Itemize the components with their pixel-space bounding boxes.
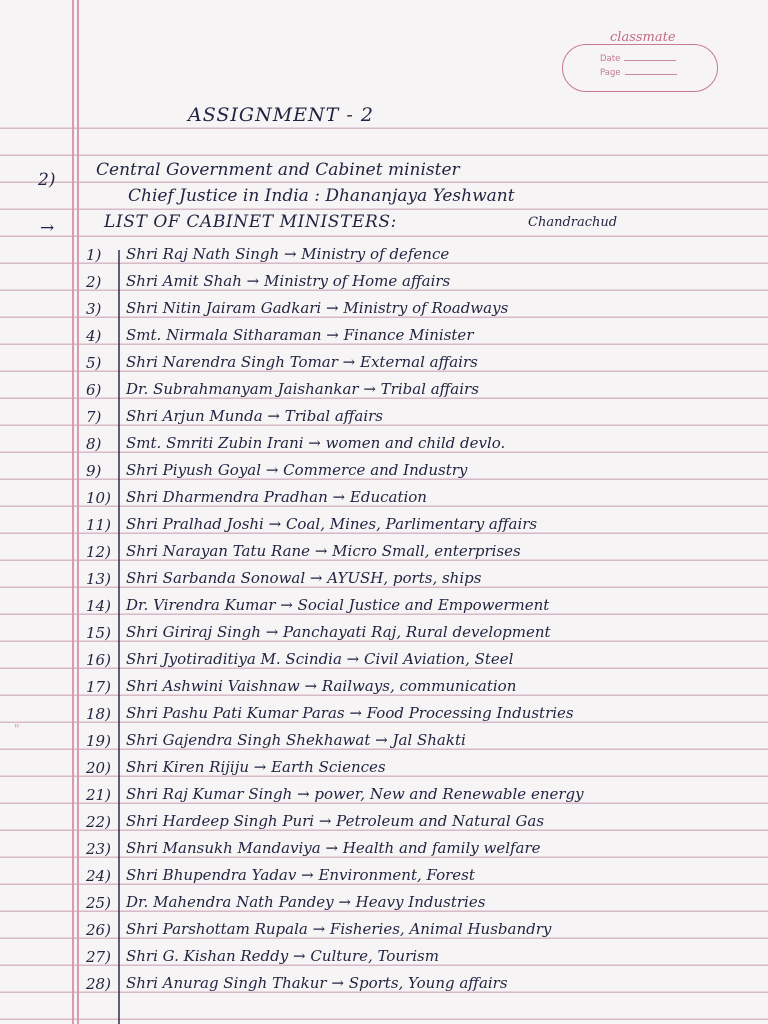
list-item: [0, 566, 768, 593]
brand-name: classmate: [610, 30, 676, 45]
item-number: 26): [86, 921, 111, 939]
item-number: 25): [86, 894, 111, 912]
item-text: Shri Piyush Goyal → Commerce and Industry: [126, 461, 468, 479]
item-number: 2): [86, 273, 102, 291]
item-number: 8): [86, 435, 102, 453]
item-number: 16): [86, 651, 111, 669]
item-text: Shri Narayan Tatu Rane → Micro Small, enterprises: [126, 542, 521, 560]
item-number: 14): [86, 597, 111, 615]
item-number: 12): [86, 543, 111, 561]
list-item: [0, 836, 768, 863]
item-number: 17): [86, 678, 111, 696]
item-text: Shri Giriraj Singh → Panchayati Raj, Rural development: [126, 623, 551, 641]
item-number: 21): [86, 786, 111, 804]
list-item: [0, 674, 768, 701]
margin-mark: ": [14, 722, 20, 736]
item-text: Shri Hardeep Singh Puri → Petroleum and Natural Gas: [126, 812, 545, 830]
list-item: [0, 377, 768, 404]
item-number: 24): [86, 867, 111, 885]
list-item: [0, 404, 768, 431]
item-text: Shri Ashwini Vaishnaw → Railways, communication: [126, 677, 517, 695]
list-item: [0, 944, 768, 971]
item-text: Shri Dharmendra Pradhan → Education: [126, 488, 427, 506]
list-item: [0, 863, 768, 890]
item-text: Dr. Mahendra Nath Pandey → Heavy Industries: [126, 893, 486, 911]
list-item: [0, 809, 768, 836]
item-number: 18): [86, 705, 111, 723]
question-line-1: Central Government and Cabinet minister: [96, 160, 460, 180]
list-item: [0, 917, 768, 944]
item-text: Dr. Virendra Kumar → Social Justice and Empowerment: [126, 596, 550, 614]
page-label: Page: [600, 68, 621, 78]
item-text: Shri Anurag Singh Thakur → Sports, Young affairs: [126, 974, 508, 992]
list-item: [0, 647, 768, 674]
item-number: 3): [86, 300, 102, 318]
date-label: Date: [600, 54, 621, 64]
list-item: [0, 701, 768, 728]
list-item: [0, 485, 768, 512]
item-text: Shri Gajendra Singh Shekhawat → Jal Shakti: [126, 731, 466, 749]
item-text: Shri Mansukh Mandaviya → Health and family welfare: [126, 839, 541, 857]
date-field: [600, 54, 676, 64]
list-item: [0, 296, 768, 323]
list-item: [0, 350, 768, 377]
list-heading: LIST OF CABINET MINISTERS:: [104, 212, 397, 232]
list-item: [0, 323, 768, 350]
list-item: [0, 890, 768, 917]
item-text: Shri Pralhad Joshi → Coal, Mines, Parlimentary affairs: [126, 515, 538, 533]
item-text: Shri Narendra Singh Tomar → External affairs: [126, 353, 478, 371]
item-number: 19): [86, 732, 111, 750]
item-text: Shri Nitin Jairam Gadkari → Ministry of Roadways: [126, 299, 509, 317]
question-line-2-continued: Chandrachud: [528, 215, 618, 230]
list-item: [0, 242, 768, 269]
item-number: 22): [86, 813, 111, 831]
item-text: Shri Amit Shah → Ministry of Home affairs: [126, 272, 451, 290]
question-number: 2): [38, 170, 56, 190]
item-number: 10): [86, 489, 111, 507]
list-item: [0, 755, 768, 782]
item-text: Shri Arjun Munda → Tribal affairs: [126, 407, 384, 425]
item-text: Smt. Nirmala Sitharaman → Finance Minister: [126, 326, 474, 344]
item-number: 4): [86, 327, 102, 345]
assignment-title: ASSIGNMENT - 2: [188, 104, 374, 126]
list-item: [0, 539, 768, 566]
list-item: [0, 620, 768, 647]
list-item: [0, 269, 768, 296]
list-item: [0, 728, 768, 755]
item-number: 5): [86, 354, 102, 372]
item-text: Shri G. Kishan Reddy → Culture, Tourism: [126, 947, 439, 965]
list-item: [0, 458, 768, 485]
arrow-icon: →: [40, 218, 55, 238]
item-number: 9): [86, 462, 102, 480]
item-number: 6): [86, 381, 102, 399]
item-text: Smt. Smriti Zubin Irani → women and child devlo.: [126, 434, 506, 452]
item-number: 11): [86, 516, 111, 534]
list-item: [0, 512, 768, 539]
item-number: 1): [86, 246, 102, 264]
item-text: Dr. Subrahmanyam Jaishankar → Tribal affairs: [126, 380, 479, 398]
item-text: Shri Parshottam Rupala → Fisheries, Animal Husbandry: [126, 920, 552, 938]
item-number: 7): [86, 408, 102, 426]
item-number: 13): [86, 570, 111, 588]
item-number: 27): [86, 948, 111, 966]
item-text: Shri Bhupendra Yadav → Environment, Forest: [126, 866, 475, 884]
item-text: Shri Jyotiraditiya M. Scindia → Civil Aviation, Steel: [126, 650, 514, 668]
item-text: Shri Kiren Rijiju → Earth Sciences: [126, 758, 386, 776]
item-text: Shri Raj Nath Singh → Ministry of defence: [126, 245, 450, 263]
item-number: 20): [86, 759, 111, 777]
classmate-logo: [562, 30, 718, 94]
question-line-2: Chief Justice in India : Dhananjaya Yeshwant: [128, 186, 515, 206]
item-number: 28): [86, 975, 111, 993]
item-text: Shri Sarbanda Sonowal → AYUSH, ports, ships: [126, 569, 482, 587]
list-item: [0, 971, 768, 998]
item-text: Shri Raj Kumar Singh → power, New and Renewable energy: [126, 785, 584, 803]
list-item: [0, 782, 768, 809]
item-number: 23): [86, 840, 111, 858]
page-field: [600, 68, 677, 78]
list-item: [0, 431, 768, 458]
list-item: [0, 593, 768, 620]
item-text: Shri Pashu Pati Kumar Paras → Food Processing Industries: [126, 704, 574, 722]
item-number: 15): [86, 624, 111, 642]
